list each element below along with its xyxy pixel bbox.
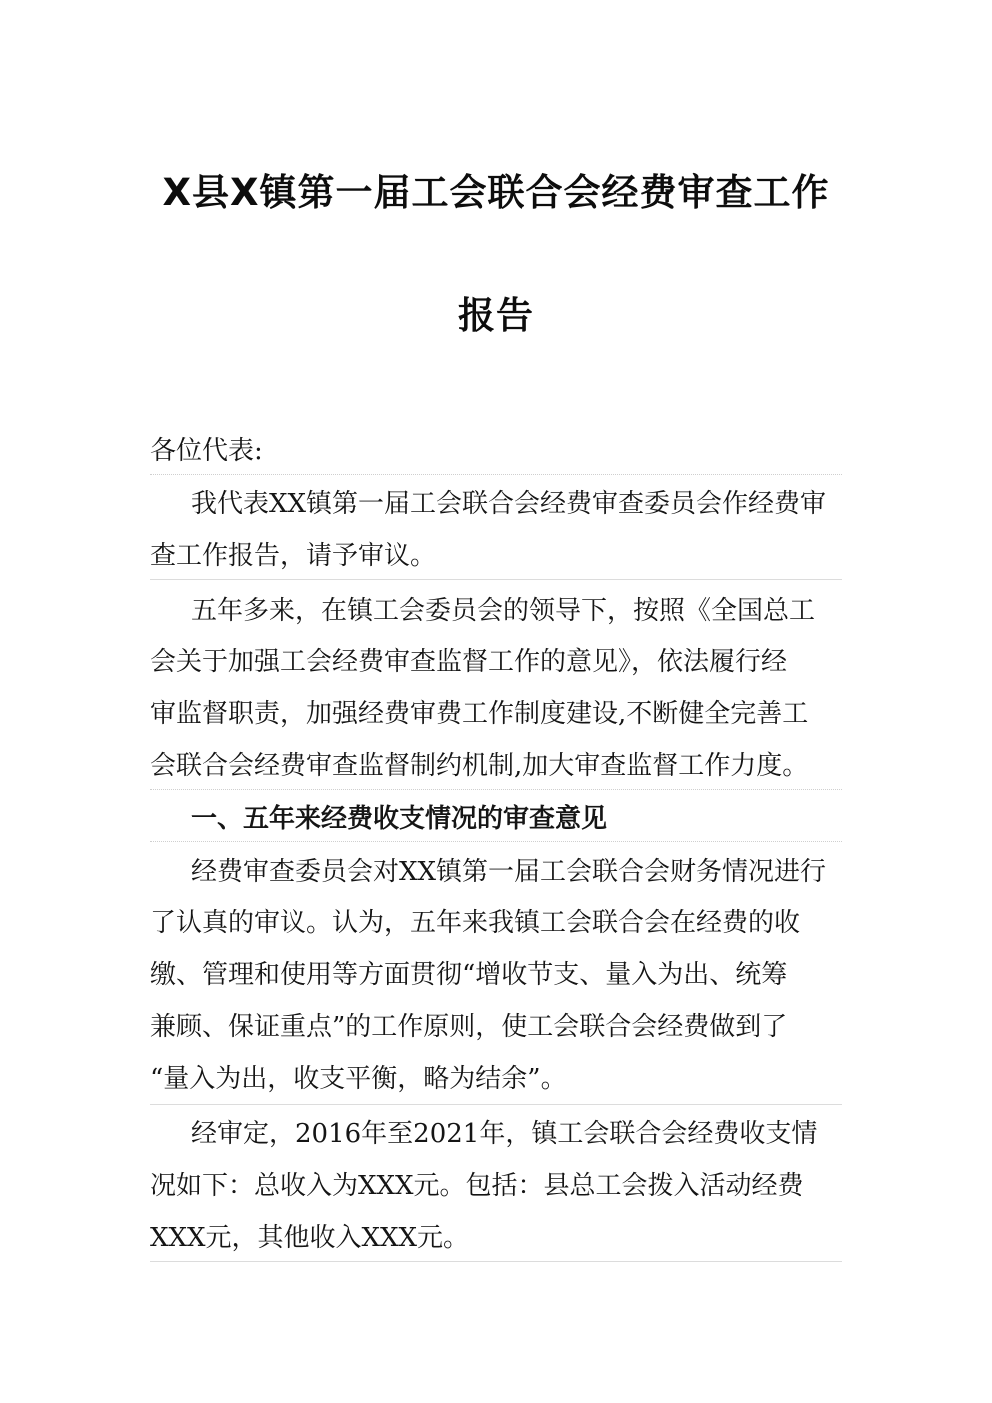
paragraph-3-line-3: 缴、管理和使用等方面贯彻“增收节支、量入为出、统筹 — [150, 960, 788, 990]
paragraph-divider — [150, 579, 842, 580]
paragraph-divider — [150, 841, 842, 842]
paragraph-1-line-1: 我代表XX镇第一届工会联合会经费审查委员会作经费审 — [191, 489, 827, 519]
paragraph-divider — [150, 1261, 842, 1262]
paragraph-3-line-4: 兼顾、保证重点”的工作原则，使工会联合会经费做到了 — [150, 1012, 788, 1042]
salutation: 各位代表: — [150, 436, 263, 466]
paragraph-3-line-1: 经费审查委员会对XX镇第一届工会联合会财务情况进行 — [191, 857, 827, 887]
document-title-line-2: 报告 — [458, 294, 534, 337]
paragraph-4-line-1: 经审定，2016年至2021年，镇工会联合会经费收支情 — [191, 1119, 818, 1149]
paragraph-divider — [150, 789, 842, 790]
paragraph-divider — [150, 474, 842, 475]
paragraph-3-line-5: “量入为出，收支平衡，略为结余”。 — [150, 1064, 567, 1094]
document-title-line-1: X县X镇第一届工会联合会经费审查工作 — [162, 171, 830, 214]
paragraph-2-line-4: 会联合会经费审查监督制约机制,加大审查监督工作力度。 — [150, 751, 809, 781]
section-heading: 一、五年来经费收支情况的审查意见 — [191, 804, 608, 834]
paragraph-2-line-1: 五年多来，在镇工会委员会的领导下，按照《全国总工 — [191, 596, 816, 626]
paragraph-4-line-2: 况如下：总收入为XXX元。包括：县总工会拨入活动经费 — [150, 1171, 804, 1201]
paragraph-1-line-2: 查工作报告，请予审议。 — [150, 541, 437, 571]
paragraph-3-line-2: 了认真的审议。认为，五年来我镇工会联合会在经费的收 — [150, 908, 801, 938]
paragraph-2-line-3: 审监督职责，加强经费审费工作制度建设,不断健全完善工 — [150, 699, 809, 729]
paragraph-4-line-3: XXX元，其他收入XXX元。 — [150, 1223, 470, 1253]
paragraph-2-line-2: 会关于加强工会经费审查监督工作的意见》，依法履行经 — [150, 647, 788, 677]
paragraph-divider — [150, 1104, 842, 1105]
